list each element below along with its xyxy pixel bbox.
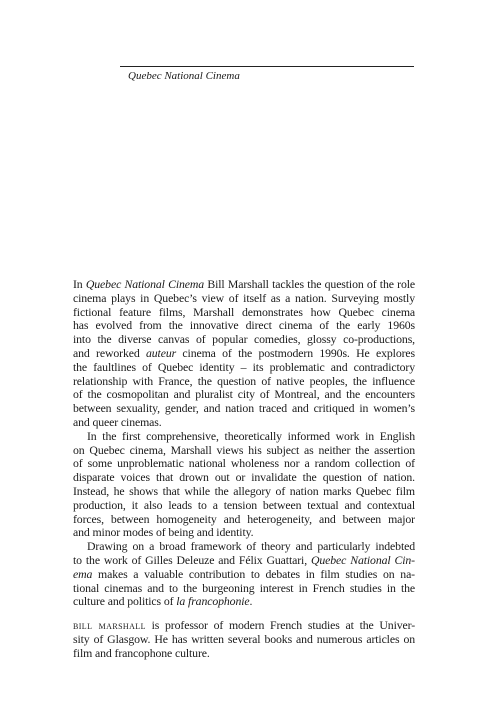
text-line: on Quebec cinema, Marshall views his subject as neither the assertion [73,442,415,457]
text-line: In Quebec National Cinema Bill Marshall tackles the question of the role [73,277,415,291]
text-line: sity of Glasgow. He has written several books and numerous articles on [73,631,415,646]
text-line: the faultlines of Quebec identity – its problematic and contradictory [73,359,415,374]
book-title: Quebec National Cinema [85,277,205,291]
text-line: of some unproblematic national wholeness nor a random collection of [73,456,415,471]
text-line: fictional feature films, Marshall demonstrates how Quebec cinema [73,304,415,319]
book-title: ema [73,566,93,581]
text-line: relationship with France, the question of native peoples, the influence [73,373,415,388]
text-line: film and francophone culture. [73,645,210,660]
text-line: to the work of Gilles Deleuze and Félix Guattari, Quebec National Cin- [73,552,415,567]
paragraph-intro [73,278,415,430]
author-name: bill marshall [73,618,146,633]
text-line: bill marshall is professor of modern French studies at the Univer- [73,618,416,633]
text-line: between sexuality, gender, and nation traced and critiqued in women’s [73,401,415,416]
auteur-term: auteur [145,345,177,360]
body-text [73,278,415,661]
text-line: has evolved from the innovative direct cinema of the early 1960s [73,318,415,333]
book-title: Quebec National Cin- [310,552,415,567]
text-line: into the diverse canvas of popular comedies, glossy co-productions, [73,332,415,347]
text-line: tional cinemas and to the burgeoning interest in French studies in the [73,580,415,595]
text-line: of the cosmopolitan and pluralist city of Montreal, and the encounters [73,387,415,402]
text-line: and queer cinemas. [73,414,162,429]
text-line: production, it also leads to a tension between textual and contextual [73,497,415,512]
header-rule [120,66,414,67]
text-line: Instead, he shows that while the allegory of nation marks Quebec film [73,483,415,498]
text-line: ema makes a valuable contribution to debates in film studies on na- [73,566,415,581]
running-header: Quebec National Cinema [128,70,240,82]
text-line: and reworked auteur cinema of the postmodern 1990s. He explores [73,345,416,360]
text-line: forces, between homogeneity and heterogeneity, and between major [73,511,415,526]
text-line: and minor modes of being and identity. [73,525,254,540]
text-line: culture and politics of la francophonie. [73,594,253,609]
author-bio [73,619,415,660]
text-line: cinema plays in Quebec’s view of itself as a nation. Surveying mostly [73,290,415,305]
paragraph-approach [73,430,415,540]
francophonie-term: la francophonie [176,594,250,609]
paragraph-contribution [73,540,415,609]
text-line: disparate voices that drown out or invalidate the question of nation. [73,470,415,485]
text-line: Drawing on a broad framework of theory and particularly indebted [87,539,415,554]
text-line: In the first comprehensive, theoretically informed work in English [87,428,415,443]
